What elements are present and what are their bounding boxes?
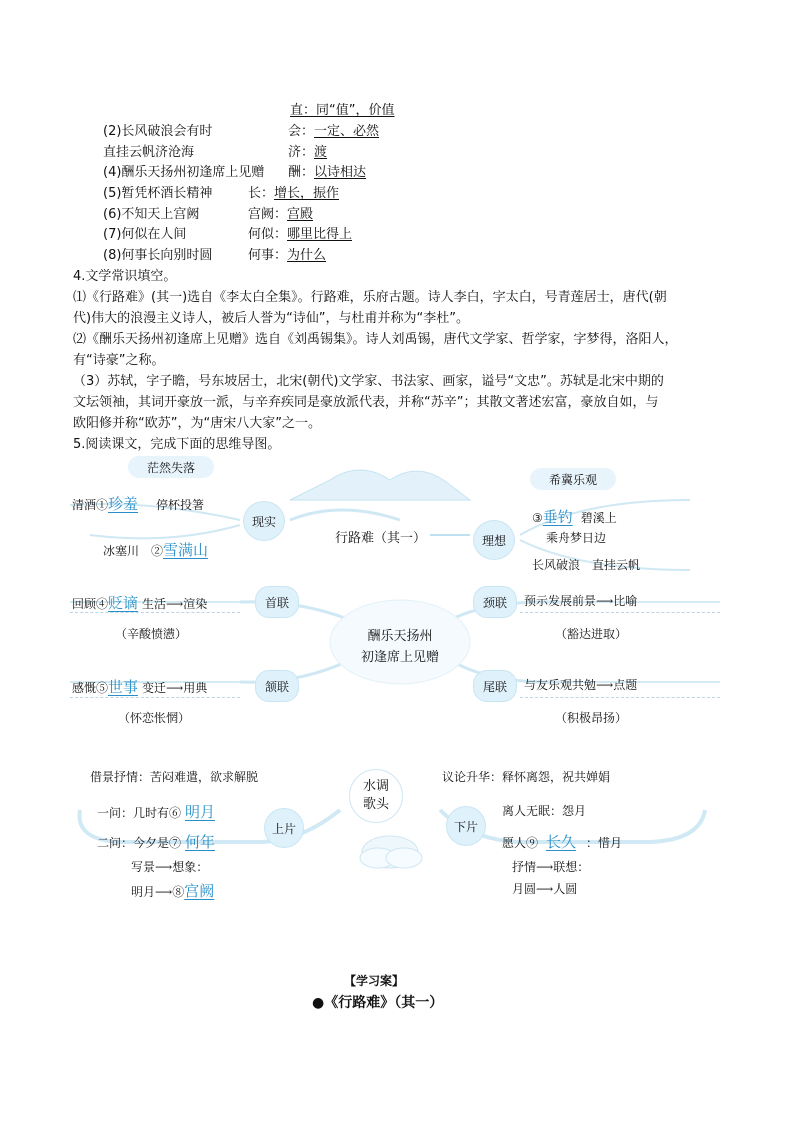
- note-word: 何似：: [248, 227, 288, 242]
- note-row: [103, 182, 212, 201]
- study-title-text: 【学习案】: [344, 974, 405, 988]
- note-line: (4)酬乐天扬州初逢席上见赠: [103, 165, 265, 180]
- map2-l1-post: 生活⟶渲染: [142, 597, 208, 611]
- study-title: [344, 972, 404, 989]
- map1-l2-pre: 冰塞川 ②: [103, 544, 164, 558]
- map1-right-line2: [532, 556, 640, 573]
- map2-l2-sub: （怀恋怅惘）: [118, 711, 191, 725]
- note-row: [288, 141, 327, 160]
- map3-r2-pre: 愿人⑨: [502, 836, 539, 850]
- note-row: [248, 244, 326, 263]
- map3-r3: 抒情⟶联想：: [512, 860, 590, 874]
- map2-node-weilian: [473, 670, 517, 702]
- note-row: [248, 203, 313, 222]
- note-row: [103, 161, 264, 180]
- map2-dash-right-bottom: [520, 697, 720, 698]
- map1-tag-left: [128, 456, 214, 478]
- q4-paragraph-2b: 有“诗豪”之称。: [73, 353, 165, 368]
- map3-r1: 离人无眠：怨月: [502, 804, 587, 818]
- map1-node-right-text: 理想: [481, 533, 506, 548]
- map2-node-jinglian-text: 颈联: [482, 595, 507, 610]
- map2-l2-pre: 感慨⑤: [72, 681, 109, 695]
- note-row: [288, 120, 379, 139]
- note-gloss: 宫殿: [287, 207, 314, 222]
- q4-paragraph-1b: 代)伟大的浪漫主义诗人，被后人誉为“诗仙”，与杜甫并称为“李杜”。: [73, 311, 470, 326]
- map3-l3: 写景⟶想象：: [131, 860, 209, 874]
- map2-node-hanlian-text: 颔联: [264, 679, 289, 694]
- map1-l2-answer: 雪满山: [163, 541, 209, 559]
- q4-paragraph-3b: 文坛领袖，其词开豪放一派，与辛弃疾同是豪放派代表，并称“苏辛”；其散文著述宏富，豪放自如，与: [73, 395, 659, 410]
- q4-paragraph-3: （3）苏轼，字子瞻，号东坡居士，北宋(朝代)文学家、书法家、画家，谥号“文忠”。苏轼是北宋中期的: [73, 374, 664, 389]
- bullet-icon: ●: [312, 995, 325, 1011]
- map1-node-left-text: 现实: [251, 514, 276, 529]
- map1-l1-answer: 珍羞: [108, 495, 139, 513]
- map3-center-line2: 歌头: [362, 797, 389, 812]
- map3-left-3: [131, 858, 208, 875]
- map3-left-1: [97, 801, 215, 822]
- map2-right-1-sub: [555, 625, 627, 642]
- map2-node-hanlian: [255, 670, 299, 702]
- note-gloss: 哪里比得上: [287, 227, 353, 242]
- map2-r2-sub: （积极昂扬）: [555, 711, 628, 725]
- map2-left-1-sub: [115, 625, 187, 642]
- note-line: 直挂云帆济沧海: [103, 145, 195, 160]
- map1-r1-line2: 乘舟梦日边: [546, 531, 607, 545]
- map2-center-line1: 酬乐天扬州: [367, 629, 433, 644]
- map1-tag-right: [530, 468, 616, 490]
- note-word: 长：: [248, 186, 275, 201]
- map3-left-head: [90, 768, 258, 785]
- map1-l1-pre: 清酒①: [72, 498, 109, 512]
- map3-node-left-text: 上片: [271, 821, 296, 836]
- map1-node-left: [243, 501, 285, 541]
- map1-right-line1: [532, 506, 617, 527]
- q5-heading: 5.阅读课文，完成下面的思维导图。: [73, 437, 281, 452]
- note-zhi-text: 直：同“值”，价值: [290, 103, 395, 118]
- map3-right-3: [512, 858, 589, 875]
- map3-right-4: [512, 880, 577, 897]
- map1-tag-right-text: 希冀乐观: [548, 472, 597, 487]
- map2-l1-answer: 贬谪: [108, 594, 139, 612]
- map3-node-right-text: 下片: [453, 819, 478, 834]
- note-word: 济：: [288, 145, 315, 160]
- map2-node-jinglian: [473, 586, 517, 618]
- map3-l2-answer: 何年: [185, 833, 216, 851]
- note-row: [103, 141, 194, 160]
- map3-left-4: [131, 880, 214, 901]
- map3-center-line1: 水调: [362, 779, 389, 794]
- map2-right-2: [524, 676, 637, 693]
- note-line: (2)长风破浪会有时: [103, 124, 213, 139]
- map3-l1-pre: 一问：几时有⑥: [97, 806, 182, 820]
- map2-r1-sub: （豁达进取）: [555, 627, 628, 641]
- map3-l4-answer: 宫阙: [184, 882, 215, 900]
- map3-l4-pre: 明月⟶⑧: [131, 885, 185, 899]
- note-gloss: 一定、必然: [314, 124, 380, 139]
- map1-right-line1b: [546, 529, 606, 546]
- map2-right-1: [524, 592, 637, 609]
- map3-node-right: [446, 806, 486, 846]
- map1-r1-pre: ③: [532, 511, 543, 525]
- note-gloss: 为什么: [287, 248, 327, 263]
- map1-r2: 长风破浪 直挂云帆: [532, 558, 641, 572]
- map2-left-2: [72, 676, 207, 697]
- note-word: 酬：: [288, 165, 315, 180]
- map2-r1: 预示发展前景⟶比喻: [524, 594, 638, 608]
- map2-left-1: [72, 592, 207, 613]
- map3-right-head: [442, 768, 610, 785]
- map2-right-2-sub: [555, 709, 627, 726]
- note-zhi: [290, 99, 394, 118]
- map3-right-2: [502, 831, 622, 852]
- note-line: (6)不知天上宫阙: [103, 207, 200, 222]
- study-subtitle: [312, 992, 443, 1012]
- map1-center-text: 行路难（其一）: [335, 531, 427, 546]
- map2-node-weilian-text: 尾联: [482, 679, 507, 694]
- map3-r-head: 议论升华：释怀离怨，祝共婵娟: [442, 770, 611, 784]
- map3-l2-pre: 二问：今夕是⑦: [97, 836, 182, 850]
- map3-r4: 月圆⟶人圆: [512, 882, 578, 896]
- study-subtitle-text: 《行路难》（其一）: [324, 995, 444, 1011]
- note-row: [103, 120, 212, 139]
- map3-center: [349, 769, 403, 823]
- map3-node-left: [264, 808, 304, 848]
- map2-l1-sub: （辛酸愤懑）: [115, 627, 188, 641]
- map2-center-line2: 初逢席上见赠: [360, 650, 439, 665]
- map1-tag-left-text: 茫然失落: [146, 460, 195, 475]
- map1-left-line2: [103, 539, 208, 560]
- q4-heading: 4.文学常识填空。: [73, 269, 177, 284]
- note-row: [248, 223, 352, 242]
- map2-node-shoulian-text: 首联: [264, 595, 289, 610]
- note-row: [103, 203, 199, 222]
- map1-r1-answer: 垂钓: [542, 508, 573, 526]
- note-gloss: 增长，振作: [274, 186, 340, 201]
- map2-l2-answer: 世事: [108, 678, 139, 696]
- map2-l2-post: 变迁⟶用典: [142, 681, 208, 695]
- note-row: [288, 161, 366, 180]
- q4-paragraph-3c: 欧阳修并称“欧苏”，为“唐宋八大家”之一。: [73, 416, 321, 431]
- note-row: [103, 223, 186, 242]
- map3-right-1: [502, 802, 586, 819]
- q4-paragraph-1: ⑴《行路难》(其一)选自《李太白全集》。行路难，乐府古题。诗人李白，字太白，号青莲居士，唐代(朝: [73, 290, 667, 305]
- map1-node-right: [473, 520, 515, 560]
- map2-dash-left-bottom: [70, 697, 240, 698]
- note-word: 何事：: [248, 248, 288, 263]
- map3-r2-answer: 长久: [546, 833, 577, 851]
- note-word: 宫阙：: [248, 207, 288, 222]
- map1-r1-post: 碧溪上: [580, 511, 617, 525]
- map2-node-shoulian: [255, 586, 299, 618]
- map3-r2-post: ：惜月: [586, 836, 623, 850]
- note-word: 会：: [288, 124, 315, 139]
- map1-left-line1: [72, 493, 204, 514]
- map3-l1-answer: 明月: [185, 803, 216, 821]
- map2-dash-right-top: [520, 612, 720, 613]
- note-line: (8)何事长向别时圆: [103, 248, 213, 263]
- map3-left-2: [97, 831, 215, 852]
- note-gloss: 渡: [314, 145, 328, 160]
- note-gloss: 以诗相达: [314, 165, 367, 180]
- map2-center: [338, 626, 462, 668]
- note-line: (5)暂凭杯酒长精神: [103, 186, 213, 201]
- map2-left-2-sub: [118, 709, 190, 726]
- map3-l-head: 借景抒情：苦闷难遣，欲求解脱: [90, 770, 259, 784]
- map1-l1-post: 停杯投箸: [156, 498, 205, 512]
- note-line: (7)何似在人间: [103, 227, 187, 242]
- note-row: [103, 244, 212, 263]
- map2-l1-pre: 回顾④: [72, 597, 109, 611]
- q4-paragraph-2: ⑵《酬乐天扬州初逢席上见赠》选自《刘禹锡集》。诗人刘禹锡，唐代文学家、哲学家，字梦得，洛阳人，: [73, 332, 678, 347]
- map1-center: [335, 527, 426, 546]
- note-row: [248, 182, 339, 201]
- map2-r2: 与友乐观共勉⟶点题: [524, 678, 638, 692]
